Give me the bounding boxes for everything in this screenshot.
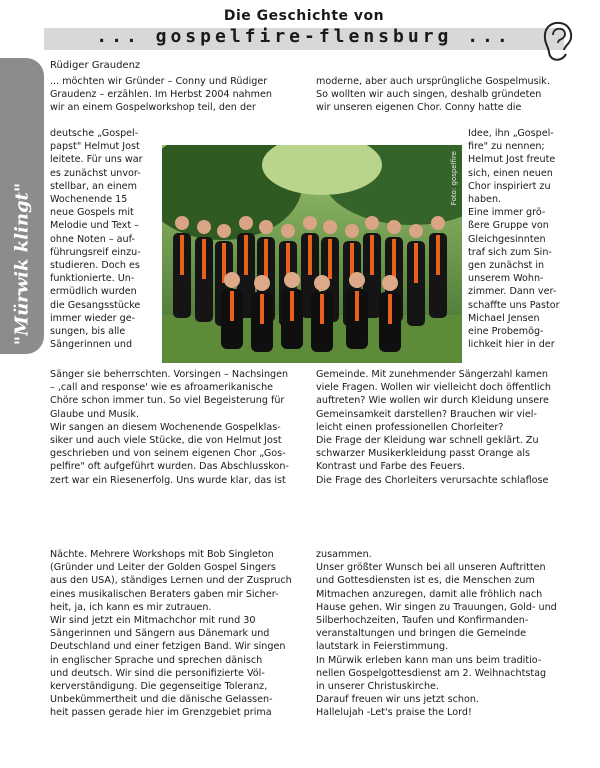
text-line: Eine immer grö-: [468, 207, 546, 219]
side-tab-label: "Mürwik klingt": [11, 182, 33, 346]
text-line: studieren. Doch es: [50, 260, 140, 272]
singer-head: [239, 216, 253, 230]
choir-photo-image: [162, 145, 462, 363]
text-line: eine Probemög-: [468, 326, 544, 338]
column-3: [50, 548, 300, 720]
text-line: Idee, ihn „Gospel-: [468, 128, 554, 139]
text-line: geschrieben und von seinem eigenen Chor „Gos-: [50, 448, 286, 460]
orange-scarf: [244, 235, 248, 275]
text-line: nellen Gospelgottesdienst am 2. Weihnachtstag: [316, 667, 547, 679]
text-line: fire" zu nennen;: [468, 141, 545, 153]
text-line: Wir sangen an diesem Wochenende Gospelklas-: [50, 421, 281, 433]
text-line: wir unseren eigenen Chor. Conny hatte die: [316, 102, 522, 114]
orange-scarf: [264, 239, 268, 279]
text-line: Melodie und Text –: [50, 220, 139, 232]
text-line: ermüdlich wurden: [50, 286, 137, 298]
text-line: deutsche „Gospel-: [50, 128, 139, 139]
singer-head: [323, 220, 337, 234]
singer-head: [224, 272, 240, 288]
orange-scarf: [202, 239, 206, 279]
text-line: Mitmachen anzuregen, damit alle fröhlich nach: [316, 588, 543, 600]
text-line: Deutschland und einer fetzigen Band. Wir singen: [50, 641, 286, 653]
orange-scarf: [328, 239, 332, 279]
singer-head: [349, 272, 365, 288]
orange-scarf: [290, 291, 294, 321]
text-line: Sängerinnen und Sängern aus Dänemark und: [50, 628, 270, 640]
text-line: kerverständigung. Die gegenseitige Toleranz,: [50, 681, 268, 693]
text-line: und deutsch. Wir sind die personifizierte Völ-: [50, 667, 265, 679]
column-2-wrap: [468, 127, 566, 351]
text-line: haben.: [468, 194, 502, 206]
text-line: Unser größter Wunsch bei all unseren Auftritten: [316, 562, 546, 574]
singer-head: [217, 224, 231, 238]
text-line: zusammen.: [316, 549, 372, 560]
column-1-wrap: [50, 127, 158, 351]
text-line: In Mürwik erleben kann man uns beim traditio-: [316, 654, 542, 666]
orange-scarf: [392, 239, 396, 279]
orange-scarf: [260, 294, 264, 324]
text-line: ßere Gruppe von: [468, 220, 549, 232]
singer-head: [284, 272, 300, 288]
text-line: ohne Noten – auf-: [50, 233, 135, 245]
orange-scarf: [308, 235, 312, 275]
orange-scarf: [180, 235, 184, 275]
singer-head: [365, 216, 379, 230]
text-line: zert war ein Riesenerfolg. Uns wurde klar, das ist: [50, 474, 286, 486]
text-line: veranstaltungen und bringen die Gemeinde: [316, 628, 527, 640]
text-line: schaffte uns Pastor: [468, 299, 560, 311]
text-line: Glaube und Musik.: [50, 408, 140, 420]
singer-head: [254, 275, 270, 291]
choir-photo: [162, 145, 462, 363]
text-line: unserem Wohn-: [468, 273, 544, 285]
text-line: Darauf freuen wir uns jetzt schon.: [316, 694, 479, 706]
singer-head: [259, 220, 273, 234]
text-line: lautstark in Feierstimmung.: [316, 641, 449, 653]
singer-head: [409, 224, 423, 238]
text-line: – ‚call and response' wie es afroamerikanische: [50, 382, 274, 394]
text-line: neue Gospels mit: [50, 207, 134, 219]
text-line: Helmut Jost freute: [468, 154, 556, 166]
orange-scarf: [436, 235, 440, 275]
orange-scarf: [320, 294, 324, 324]
text-line: traf sich zum Sin-: [468, 246, 552, 258]
text-line: Nächte. Mehrere Workshops mit Bob Singleton: [50, 549, 274, 560]
column-2-continued: [316, 368, 566, 487]
text-line: Gleichgesinnten: [468, 233, 546, 245]
text-line: papst" Helmut Jost: [50, 141, 140, 153]
text-line: lichkeit hier in der: [468, 339, 555, 351]
text-line: in unserer Christuskirche.: [316, 681, 439, 693]
singer-head: [303, 216, 317, 230]
text-line: aus den USA), ständiges Lernen und der Zuspruch: [50, 575, 292, 587]
orange-scarf: [230, 291, 234, 321]
text-line: sich, einen neuen: [468, 167, 553, 179]
orange-scarf: [414, 243, 418, 283]
singer-head: [281, 224, 295, 238]
text-line: funktionierte. Un-: [50, 273, 135, 285]
text-line: pelfire" oft aufgeführt wurden. Das Abschlusskon-: [50, 461, 289, 473]
text-line: eines musikalischen Beraters gaben mir Sicher-: [50, 588, 279, 600]
author-name: Rüdiger Graudenz: [50, 60, 141, 71]
text-line: Die Frage des Chorleiters verursachte schlaflose: [316, 474, 549, 486]
text-line: Wir sind jetzt ein Mitmachchor mit rund 30: [50, 615, 256, 627]
text-line: moderne, aber auch ursprüngliche Gospelmusik.: [316, 76, 550, 87]
singer-head: [175, 216, 189, 230]
orange-scarf: [355, 291, 359, 321]
orange-scarf: [388, 294, 392, 324]
text-line: Hallelujah -Let's praise the Lord!: [316, 707, 472, 719]
photo-credit: Foto: gospelfire: [450, 151, 458, 206]
article-header: [44, 4, 564, 62]
text-line: und Gottesdiensten ist es, die Menschen zum: [316, 575, 535, 587]
text-line: sungen, bis alle: [50, 326, 126, 338]
text-line: schwarzer Musikerkleidung passt Orange als: [316, 448, 531, 460]
text-line: Chöre schon immer tun. So viel Begeisterung für: [50, 395, 285, 407]
text-line: Unbekümmertheit und die dänische Gelassen-: [50, 694, 273, 706]
text-line: die Gesangsstücke: [50, 299, 141, 311]
text-line: stellbar, an einem: [50, 180, 137, 192]
text-line: Gemeinde. Mit zunehmender Sängerzahl kamen: [316, 369, 548, 380]
text-line: Gemeinsamkeit darstellen? Brauchen wir viel-: [316, 408, 537, 420]
text-line: es zunächst unvor-: [50, 167, 141, 179]
text-line: Kontrast und Farbe des Feuers.: [316, 461, 465, 473]
ear-icon: [540, 20, 576, 64]
text-line: Wochenende 15: [50, 194, 128, 206]
column-1-intro: [50, 75, 300, 115]
text-line: wir an einem Gospelworkshop teil, den der: [50, 102, 256, 114]
text-line: Chor inspiriert zu: [468, 180, 551, 192]
text-line: Sängerinnen und: [50, 339, 133, 351]
text-line: gen zunächst in: [468, 260, 545, 272]
side-tab: [0, 58, 44, 354]
article-subtitle: ... gospelfire-flensburg ...: [96, 26, 512, 47]
text-line: So wollten wir auch singen, deshalb gründeten: [316, 89, 542, 101]
text-line: heit, ja, ich kann es mir zutrauen.: [50, 601, 212, 613]
text-line: Sänger sie beherrschten. Vorsingen – Nachsingen: [50, 369, 289, 380]
text-line: in englischer Sprache und sprechen dänisch: [50, 654, 263, 666]
singer-head: [197, 220, 211, 234]
text-line: leicht einen professionellen Chorleiter?: [316, 421, 504, 433]
singer-head: [387, 220, 401, 234]
text-line: immer wieder ge-: [50, 312, 136, 324]
text-line: Die Frage der Kleidung war schnell geklärt. Zu: [316, 435, 539, 447]
orange-scarf: [370, 235, 374, 275]
article-title: Die Geschichte von: [223, 8, 385, 24]
text-line: heit passen gerade hier im Grenzgebiet prima: [50, 707, 272, 719]
text-line: auftreten? Wie wollen wir durch Kleidung unsere: [316, 395, 549, 407]
column-1-continued: [50, 368, 300, 487]
text-line: siker und auch viele Stücke, die von Helmut Jost: [50, 435, 282, 447]
singer-head: [431, 216, 445, 230]
text-line: Hause gehen. Wir singen zu Trauungen, Gold- und: [316, 601, 557, 613]
text-line: Silberhochzeiten, Taufen und Konfirmanden-: [316, 615, 529, 627]
text-line: leitete. Für uns war: [50, 154, 143, 166]
text-line: Michael Jensen: [468, 312, 540, 324]
text-line: führungsreif einzu-: [50, 246, 141, 258]
singer-head: [314, 275, 330, 291]
text-line: viele Fragen. Wollen wir vielleicht doch öffentlich: [316, 382, 551, 394]
text-line: (Gründer und Leiter der Golden Gospel Singers: [50, 562, 276, 574]
singer-head: [345, 224, 359, 238]
text-line: ... möchten wir Gründer – Conny und Rüdiger: [50, 76, 268, 87]
text-line: zimmer. Dann ver-: [468, 286, 557, 298]
singer-head: [382, 275, 398, 291]
column-4: [316, 548, 566, 720]
text-line: Graudenz – erzählen. Im Herbst 2004 nahmen: [50, 89, 272, 101]
column-2-intro: [316, 75, 566, 115]
